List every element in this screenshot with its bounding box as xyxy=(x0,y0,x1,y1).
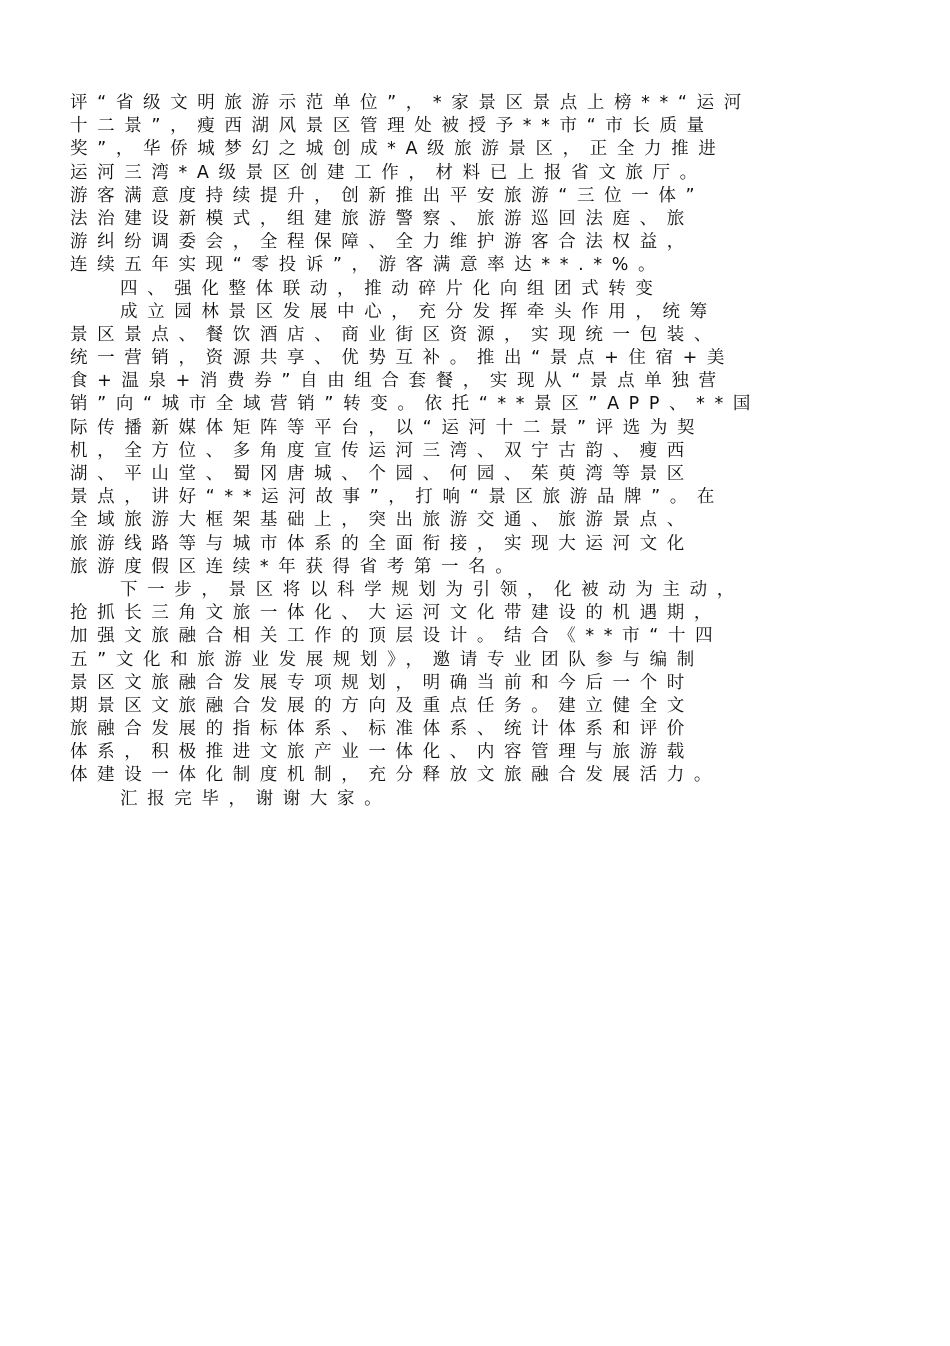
text-line: 机，全方位、多角度宣传运河三湾、双宁古韵、瘦西 xyxy=(70,440,694,461)
body-text xyxy=(70,92,900,811)
text-line: 统一营销，资源共享、优势互补。推出“景点+住宿+美 xyxy=(70,348,735,369)
text-line: 运河三湾*A级景区创建工作，材料已上报省文旅厅。 xyxy=(70,162,707,183)
text-line: 销”向“城市全域营销”转变。依托“**景区”APP、**国 xyxy=(70,394,761,415)
text-line: 期景区文旅融合发展的方向及重点任务。建立健全文 xyxy=(70,695,694,716)
text-line: 五”文化和旅游业发展规划》，邀请专业团队参与编制 xyxy=(70,649,704,670)
text-line: 加强文旅融合相关工作的顶层设计。结合《**市“十四 xyxy=(70,626,723,647)
text-line: 奖”，华侨城梦幻之城创成*A级旅游景区，正全力推进 xyxy=(70,139,726,160)
text-line: 连续五年实现“零投诉”，游客满意率达**.*%。 xyxy=(70,255,666,276)
text-line: 旅游线路等与城市体系的全面衔接，实现大运河文化 xyxy=(70,533,694,554)
text-line: 湖、平山堂、蜀冈唐城、个园、何园、茱萸湾等景区 xyxy=(70,464,694,484)
text-line: 旅融合发展的指标体系、标准体系、统计体系和评价 xyxy=(70,719,694,740)
text-line: 抢抓长三角文旅一体化、大运河文化带建设的机遇期， xyxy=(70,603,721,624)
text-line: 评“省级文明旅游示范单位”，*家景区景点上榜**“运河 xyxy=(70,93,751,113)
text-line: 法治建设新模式，组建旅游警察、旅游巡回法庭、旅 xyxy=(70,208,694,229)
text-line: 游客满意度持续提升，创新推出平安旅游“三位一体” xyxy=(70,185,705,206)
text-line: 景区文旅融合发展专项规划，明确当前和今后一个时 xyxy=(70,672,694,693)
text-line: 十二景”，瘦西湖风景区管理处被授予**市“市长质量 xyxy=(70,116,714,137)
text-line: 旅游度假区连续*年获得省考第一名。 xyxy=(70,556,523,577)
text-line: 体建设一体化制度机制，充分释放文旅融合发展活力。 xyxy=(70,765,721,786)
paragraph-start: 成立园林景区发展中心，充分发挥牵头作用，统筹 xyxy=(120,301,717,322)
text-line: 体系，积极推进文旅产业一体化、内容管理与旅游载 xyxy=(70,742,694,763)
text-line: 际传播新媒体矩阵等平台，以“运河十二景”评选为契 xyxy=(70,417,705,438)
text-line: 景区景点、餐饮酒店、商业街区资源，实现统一包装、 xyxy=(70,324,721,345)
paragraph-start: 下一步，景区将以科学规划为引领，化被动为主动， xyxy=(120,579,744,600)
text-line: 全域旅游大框架基础上，突出旅游交通、旅游景点、 xyxy=(70,510,694,531)
text-line: 景点，讲好“**运河故事”，打响“景区旅游品牌”。在 xyxy=(70,487,725,508)
text-line: 游纠纷调委会，全程保障、全力维护游客合法权益， xyxy=(70,232,694,253)
section-heading: 四、强化整体联动，推动碎片化向组团式转变 xyxy=(120,278,663,299)
closing-line: 汇报完毕，谢谢大家。 xyxy=(120,788,392,809)
text-line: 食+温泉+消费券”自由组合套餐，实现从“景点单独营 xyxy=(70,371,726,392)
